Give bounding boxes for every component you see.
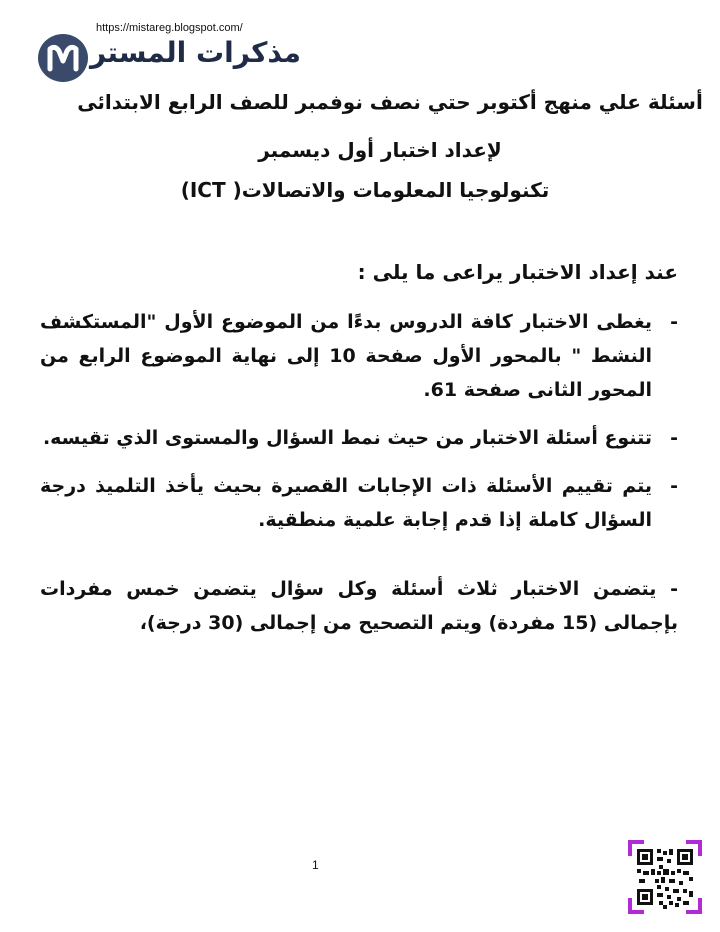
logo-m-icon [38, 34, 88, 82]
bullet-dash: - [670, 475, 678, 497]
heading-line-2: لإعداد اختبار أول ديسمبر [258, 138, 502, 162]
list-item [40, 421, 678, 455]
heading-line-1: أسئلة علي منهج أكتوبر حتي نصف نوفمبر للصف الرابع الابتدائى [77, 90, 703, 114]
bullet-list [40, 305, 678, 551]
bullet-dash: - [670, 427, 678, 449]
last-paragraph: - يتضمن الاختبار ثلاث أسئلة وكل سؤال يتضمن خمس مفردات بإجمالى (15 مفردة) ويتم التصحيح من إجمالى (30 درجة)، [40, 578, 678, 634]
list-item [40, 469, 678, 537]
bullet-dash: - [670, 311, 678, 333]
site-logo[interactable] [38, 22, 301, 84]
page-number: 1 [312, 858, 319, 872]
qr-code[interactable] [628, 840, 702, 914]
bullet-text: تتنوع أسئلة الاختبار من حيث نمط السؤال والمستوى الذي تقيسه. [42, 427, 652, 449]
logo-text: مذكرات المستر [90, 36, 301, 69]
heading-line-3: تكنولوجيا المعلومات والاتصالات( ICT) [180, 178, 550, 202]
list-item [40, 305, 678, 407]
intro-text: عند إعداد الاختبار يراعى ما يلى : [357, 260, 678, 284]
bullet-text: يغطى الاختبار كافة الدروس بدءًا من الموضوع الأول "المستكشف النشط " بالمحور الأول صفحة 10 إلى نهاية الموضوع الرابع من المحور الثانى صفحة 61. [40, 311, 652, 401]
bullet-text: يتم تقييم الأسئلة ذات الإجابات القصيرة بحيث يأخذ التلميذ درجة السؤال كاملة إذا قدم إجابة علمية منطقية. [40, 475, 652, 531]
logo-url: https://mistareg.blogspot.com/ [96, 22, 243, 34]
